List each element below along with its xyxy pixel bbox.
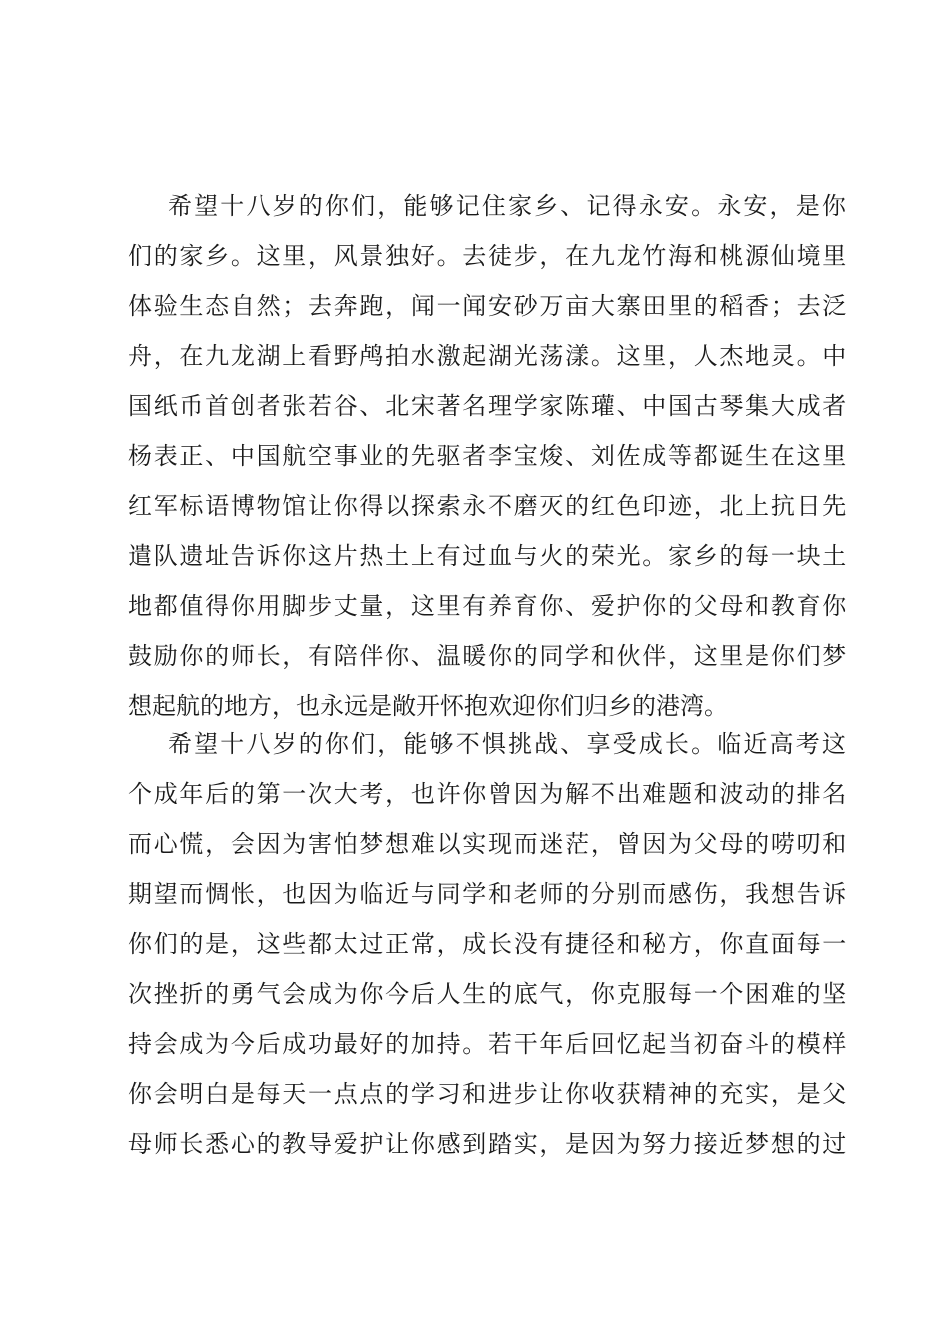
text-line: 母师长悉心的教导爱护让你感到踏实，是因为努力接近梦想的过 [128, 1130, 848, 1158]
text-line: 红军标语博物馆让你得以探索永不磨灭的红色印迹，北上抗日先 [128, 492, 848, 520]
text-line: 你们的是，这些都太过正常，成长没有捷径和秘方，你直面每一 [128, 930, 848, 958]
text-line: 期望而惆怅，也因为临近与同学和老师的分别而感伤，我想告诉 [128, 880, 848, 908]
text-line: 个成年后的第一次大考，也许你曾因为解不出难题和波动的排名 [128, 780, 848, 808]
text-line: 舟，在九龙湖上看野鸬拍水激起湖光荡漾。这里，人杰地灵。中 [128, 342, 848, 370]
text-line: 国纸币首创者张若谷、北宋著名理学家陈瓘、中国古琴集大成者 [128, 392, 848, 420]
paragraph-growth [128, 719, 848, 1169]
text-line: 想起航的地方，也永远是敞开怀抱欢迎你们归乡的港湾。 [128, 692, 728, 720]
text-line: 鼓励你的师长，有陪伴你、温暖你的同学和伙伴，这里是你们梦 [128, 642, 848, 670]
text-line: 希望十八岁的你们，能够不惧挑战、享受成长。临近高考这 [168, 730, 848, 758]
text-line: 杨表正、中国航空事业的先驱者李宝焌、刘佐成等都诞生在这里 [128, 442, 848, 470]
text-line: 持会成为今后成功最好的加持。若干年后回忆起当初奋斗的模样 [128, 1030, 848, 1058]
text-line: 体验生态自然；去奔跑，闻一闻安砂万亩大寨田里的稻香；去泛 [128, 292, 848, 320]
text-line: 希望十八岁的你们，能够记住家乡、记得永安。永安，是你 [168, 192, 848, 220]
text-line: 地都值得你用脚步丈量，这里有养育你、爱护你的父母和教育你 [128, 592, 848, 620]
text-line: 而心慌，会因为害怕梦想难以实现而迷茫，曾因为父母的唠叨和 [128, 830, 848, 858]
text-line: 们的家乡。这里，风景独好。去徒步，在九龙竹海和桃源仙境里 [128, 242, 848, 270]
text-line: 次挫折的勇气会成为你今后人生的底气，你克服每一个困难的坚 [128, 980, 848, 1008]
text-line: 你会明白是每天一点点的学习和进步让你收获精神的充实，是父 [128, 1080, 848, 1108]
paragraph-hometown [128, 181, 848, 731]
text-line: 遣队遗址告诉你这片热土上有过血与火的荣光。家乡的每一块土 [128, 542, 848, 570]
